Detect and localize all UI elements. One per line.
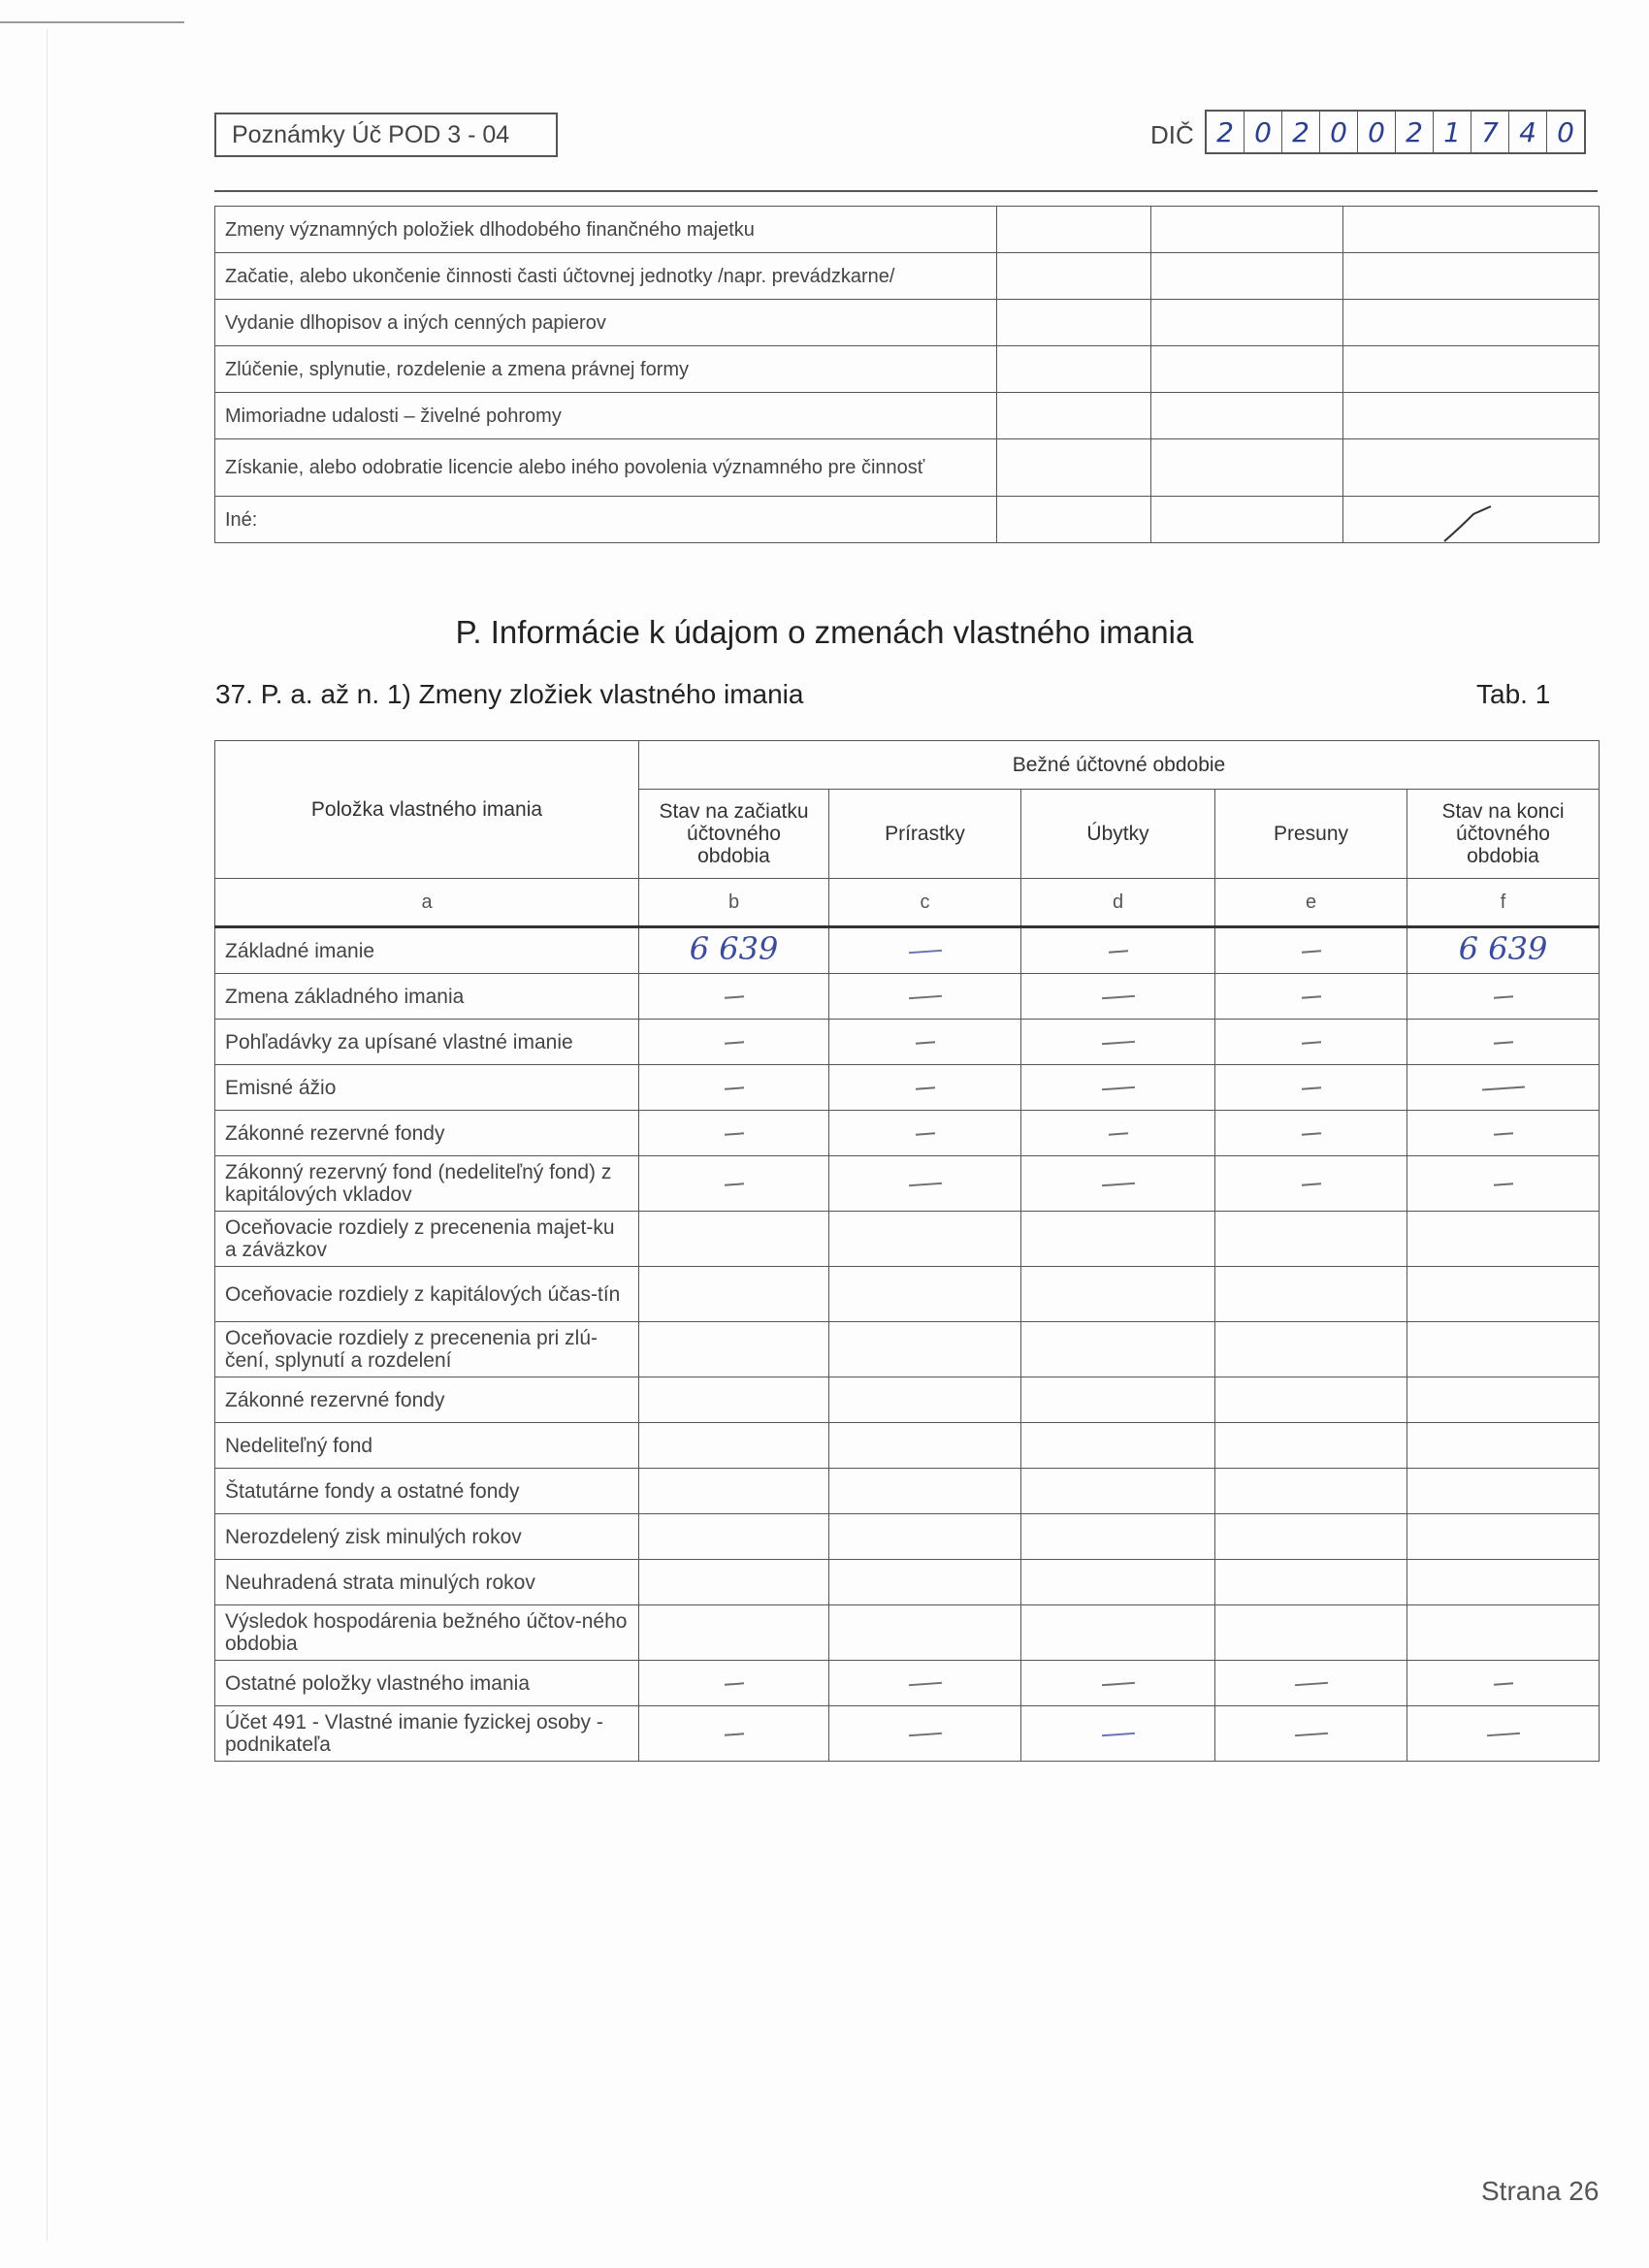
handwritten-dash	[1101, 995, 1134, 999]
dic-digit: 0	[1557, 115, 1574, 148]
event-cell	[1151, 346, 1343, 393]
dash-cell	[829, 1111, 1021, 1156]
column-letters-row	[215, 879, 1600, 927]
table-row	[215, 1020, 1600, 1065]
table-row	[215, 1469, 1600, 1514]
empty-cell	[1215, 1377, 1407, 1423]
event-cell	[1343, 497, 1600, 543]
end-value	[1407, 927, 1600, 974]
start-value	[639, 927, 829, 974]
column-letter: d	[1021, 879, 1215, 927]
dash-cell	[1215, 1111, 1407, 1156]
dic-digit: 0	[1358, 112, 1396, 152]
empty-cell	[829, 1469, 1021, 1514]
handwritten-dash	[724, 1682, 743, 1685]
table-number: Tab. 1	[1476, 679, 1551, 709]
handwritten-dash	[908, 950, 941, 954]
handwritten-dash	[1294, 1733, 1327, 1736]
handwritten-value: 6 639	[689, 929, 779, 967]
empty-cell	[1021, 1423, 1215, 1469]
column-letter: c	[829, 879, 1021, 927]
empty-cell	[1021, 1377, 1215, 1423]
row-label: Nerozdelený zisk minulých rokov	[215, 1514, 639, 1560]
dic-digit: 2	[1282, 112, 1320, 152]
event-cell	[1343, 253, 1600, 300]
empty-cell	[829, 1322, 1021, 1377]
handwritten-dash	[1493, 1183, 1512, 1185]
empty-cell	[1407, 1514, 1600, 1560]
handwritten-dash	[1301, 1132, 1320, 1135]
handwritten-dash	[915, 1132, 934, 1135]
handwritten-dash	[1493, 995, 1512, 998]
header-start: Stav na začiatku účtovného obdobia	[639, 790, 829, 879]
row-label: Oceňovacie rozdiely z kapitálových účas-tín	[215, 1267, 639, 1322]
empty-cell	[1215, 1322, 1407, 1377]
row-label: Účet 491 - Vlastné imanie fyzickej osoby - podnikateľa	[215, 1706, 639, 1762]
header-item: Položka vlastného imania	[215, 741, 639, 879]
row-label: Nedeliteľný fond	[215, 1423, 639, 1469]
table-row	[215, 1322, 1600, 1377]
event-cell	[1151, 207, 1343, 253]
equity-changes-table	[214, 740, 1600, 1762]
row-label: Zmena základného imania	[215, 974, 639, 1020]
dic-digit: 2	[1207, 112, 1245, 152]
dic-digit: 0	[1245, 112, 1282, 152]
handwritten-dash	[1481, 1085, 1524, 1090]
empty-cell	[1215, 1605, 1407, 1661]
dash-cell	[1215, 1661, 1407, 1706]
row-label: Zákonný rezervný fond (nedeliteľný fond) z kapitálových vkladov	[215, 1156, 639, 1212]
header-divider	[214, 190, 1598, 192]
handwritten-dash	[724, 1132, 743, 1135]
dash-cell	[829, 1020, 1021, 1065]
table-row	[215, 1065, 1600, 1111]
empty-cell	[1021, 1514, 1215, 1560]
event-cell	[1343, 393, 1600, 439]
dash-cell	[639, 1156, 829, 1212]
event-label: Zlúčenie, splynutie, rozdelenie a zmena právnej formy	[215, 346, 997, 393]
table-row	[215, 1423, 1600, 1469]
empty-cell	[1407, 1469, 1600, 1514]
event-cell	[1151, 497, 1343, 543]
handwritten-dash	[724, 1041, 743, 1044]
empty-cell	[1021, 1322, 1215, 1377]
handwritten-dash	[1101, 1682, 1134, 1686]
event-label: Zmeny významných položiek dlhodobého finančného majetku	[215, 207, 997, 253]
handwritten-dash	[908, 995, 941, 999]
header-increase: Prírastky	[829, 790, 1021, 879]
event-cell	[1343, 346, 1600, 393]
handwritten-dash	[1301, 1183, 1320, 1185]
dash-cell	[639, 1661, 829, 1706]
table-row	[215, 253, 1600, 300]
table-row	[215, 1661, 1600, 1706]
event-cell	[997, 253, 1151, 300]
dash-cell	[1021, 1706, 1215, 1762]
handwritten-dash	[1301, 1086, 1320, 1089]
handwritten-dash	[908, 1183, 941, 1186]
handwritten-dash	[908, 1682, 941, 1686]
dash-cell	[1407, 1065, 1600, 1111]
empty-cell	[1215, 1212, 1407, 1267]
dic-digit: 0	[1320, 112, 1358, 152]
event-cell	[997, 497, 1151, 543]
event-cell	[1151, 300, 1343, 346]
table-row	[215, 1212, 1600, 1267]
table-row	[215, 393, 1600, 439]
table-header-row	[215, 741, 1600, 790]
event-cell	[997, 393, 1151, 439]
section-title: P. Informácie k údajom o zmenách vlastného imania	[455, 614, 1194, 650]
handwritten-dash	[1493, 1682, 1512, 1685]
event-cell	[1151, 439, 1343, 497]
table-row	[215, 346, 1600, 393]
handwritten-value: 6 639	[1458, 929, 1548, 967]
dash-cell	[1407, 1661, 1600, 1706]
dash-cell	[639, 1020, 829, 1065]
empty-cell	[639, 1322, 829, 1377]
handwritten-dash	[724, 1183, 743, 1185]
dash-cell	[1215, 974, 1407, 1020]
empty-cell	[1021, 1469, 1215, 1514]
dash-cell	[1021, 1661, 1215, 1706]
table-row	[215, 1605, 1600, 1661]
handwritten-dash	[1301, 995, 1320, 998]
empty-cell	[1407, 1212, 1600, 1267]
empty-cell	[1215, 1514, 1407, 1560]
dash-cell	[1021, 1020, 1215, 1065]
event-cell	[1151, 253, 1343, 300]
form-title-box	[214, 113, 558, 157]
dash-cell	[639, 1065, 829, 1111]
column-letter: f	[1407, 879, 1600, 927]
table-row	[215, 1560, 1600, 1605]
row-label: Oceňovacie rozdiely z precenenia majet-ku a záväzkov	[215, 1212, 639, 1267]
form-title: Poznámky Úč POD 3 - 04	[232, 120, 510, 148]
table-row	[215, 1267, 1600, 1322]
event-cell	[1343, 439, 1600, 497]
row-label: Ostatné položky vlastného imania	[215, 1661, 639, 1706]
event-label: Vydanie dlhopisov a iných cenných papierov	[215, 300, 997, 346]
header-transfers: Presuny	[1215, 790, 1407, 879]
row-label: Pohľadávky za upísané vlastné imanie	[215, 1020, 639, 1065]
empty-cell	[1215, 1560, 1407, 1605]
dic-digit: 7	[1471, 112, 1509, 152]
handwritten-dash	[1301, 1041, 1320, 1044]
event-cell	[1151, 393, 1343, 439]
event-cell	[997, 346, 1151, 393]
handwritten-dash	[1486, 1733, 1519, 1736]
handwritten-dash	[908, 1733, 941, 1736]
event-label: Začatie, alebo ukončenie činnosti časti účtovnej jednotky /napr. prevádzkarne/	[215, 253, 997, 300]
dash-cell	[829, 1661, 1021, 1706]
dash-cell	[1407, 1111, 1600, 1156]
dic-label: DIČ	[1150, 120, 1194, 149]
empty-cell	[829, 1605, 1021, 1661]
dash-cell	[1021, 927, 1215, 974]
dash-cell	[1407, 1020, 1600, 1065]
table-row	[215, 207, 1600, 253]
event-cell	[1343, 300, 1600, 346]
empty-cell	[1021, 1560, 1215, 1605]
dash-cell	[1021, 1111, 1215, 1156]
handwritten-dash	[1101, 1733, 1134, 1736]
header-decrease: Úbytky	[1021, 790, 1215, 879]
handwritten-dash	[1101, 1086, 1134, 1090]
handwritten-dash	[915, 1041, 934, 1044]
row-label: Zákonné rezervné fondy	[215, 1111, 639, 1156]
handwritten-dash	[915, 1086, 934, 1089]
event-cell	[997, 439, 1151, 497]
column-letter: a	[215, 879, 639, 927]
empty-cell	[639, 1469, 829, 1514]
section-subtitle: 37. P. a. až n. 1) Zmeny zložiek vlastného imania	[215, 679, 804, 709]
dash-cell	[829, 1156, 1021, 1212]
row-label: Oceňovacie rozdiely z precenenia pri zlú-čení, splynutí a rozdelení	[215, 1322, 639, 1377]
dic-digit: 2	[1396, 112, 1434, 152]
handwritten-dash	[1493, 1041, 1512, 1044]
table-row	[215, 1111, 1600, 1156]
row-label: Zákonné rezervné fondy	[215, 1377, 639, 1423]
dash-cell	[829, 1706, 1021, 1762]
dash-cell	[639, 1111, 829, 1156]
empty-cell	[639, 1560, 829, 1605]
dash-cell	[1021, 1065, 1215, 1111]
event-label: Získanie, alebo odobratie licencie alebo iného povolenia významného pre činnosť	[215, 439, 997, 497]
dash-cell	[1407, 974, 1600, 1020]
empty-cell	[639, 1267, 829, 1322]
table-row	[215, 974, 1600, 1020]
dash-cell	[1215, 1156, 1407, 1212]
header-end: Stav na konci účtovného obdobia	[1407, 790, 1600, 879]
table-row	[215, 497, 1600, 543]
dash-cell	[639, 974, 829, 1020]
table-row	[215, 927, 1600, 974]
row-label: Emisné ážio	[215, 1065, 639, 1111]
dash-cell	[1407, 1706, 1600, 1762]
header-period: Bežné účtovné obdobie	[639, 741, 1600, 790]
empty-cell	[829, 1267, 1021, 1322]
empty-cell	[1021, 1267, 1215, 1322]
empty-cell	[1407, 1267, 1600, 1322]
empty-cell	[1021, 1605, 1215, 1661]
table-row	[215, 439, 1600, 497]
empty-cell	[639, 1212, 829, 1267]
event-cell	[997, 207, 1151, 253]
page-number: Strana 26	[1481, 2176, 1600, 2206]
dash-cell	[829, 1065, 1021, 1111]
empty-cell	[829, 1560, 1021, 1605]
row-label: Základné imanie	[215, 927, 639, 974]
column-letter: e	[1215, 879, 1407, 927]
dic-boxes	[1205, 110, 1586, 154]
event-cell	[997, 300, 1151, 346]
empty-cell	[829, 1423, 1021, 1469]
empty-cell	[1407, 1377, 1600, 1423]
column-letter: b	[639, 879, 829, 927]
handwritten-dash	[1493, 1132, 1512, 1135]
handwritten-slash-mark	[1440, 502, 1499, 545]
empty-cell	[639, 1377, 829, 1423]
handwritten-dash	[724, 1733, 743, 1735]
scan-edge-line	[0, 21, 184, 23]
handwritten-dash	[724, 1086, 743, 1089]
table-row	[215, 1706, 1600, 1762]
event-label: Mimoriadne udalosti – živelné pohromy	[215, 393, 997, 439]
handwritten-dash	[1108, 950, 1127, 953]
empty-cell	[829, 1514, 1021, 1560]
table-row	[215, 1377, 1600, 1423]
dash-cell	[1215, 1706, 1407, 1762]
empty-cell	[1407, 1560, 1600, 1605]
dic-digit: 4	[1509, 112, 1547, 152]
empty-cell	[829, 1377, 1021, 1423]
event-cell	[1343, 207, 1600, 253]
empty-cell	[1215, 1267, 1407, 1322]
empty-cell	[1215, 1423, 1407, 1469]
handwritten-dash	[724, 995, 743, 998]
dash-cell	[1021, 1156, 1215, 1212]
dash-cell	[829, 974, 1021, 1020]
handwritten-dash	[1301, 950, 1320, 953]
dash-cell	[1215, 1065, 1407, 1111]
empty-cell	[1407, 1605, 1600, 1661]
dash-cell	[1215, 1020, 1407, 1065]
empty-cell	[1215, 1469, 1407, 1514]
empty-cell	[639, 1605, 829, 1661]
row-label: Neuhradená strata minulých rokov	[215, 1560, 639, 1605]
empty-cell	[1407, 1423, 1600, 1469]
scan-left-edge	[47, 29, 48, 2241]
handwritten-dash	[1108, 1132, 1127, 1135]
row-label: Štatutárne fondy a ostatné fondy	[215, 1469, 639, 1514]
empty-cell	[829, 1212, 1021, 1267]
row-label: Výsledok hospodárenia bežného účtov-ného obdobia	[215, 1605, 639, 1661]
dic-digit: 1	[1434, 112, 1471, 152]
event-label: Iné:	[215, 497, 997, 543]
handwritten-dash	[1101, 1183, 1134, 1186]
empty-cell	[639, 1514, 829, 1560]
dash-cell	[1407, 1156, 1600, 1212]
handwritten-dash	[1101, 1041, 1134, 1045]
empty-cell	[1407, 1322, 1600, 1377]
table-row	[215, 1156, 1600, 1212]
events-table	[214, 206, 1600, 543]
dash-cell	[829, 927, 1021, 974]
empty-cell	[1021, 1212, 1215, 1267]
dash-cell	[639, 1706, 829, 1762]
empty-cell	[639, 1423, 829, 1469]
dash-cell	[1021, 974, 1215, 1020]
table-row	[215, 300, 1600, 346]
handwritten-dash	[1294, 1682, 1327, 1686]
dash-cell	[1215, 927, 1407, 974]
table-row	[215, 1514, 1600, 1560]
